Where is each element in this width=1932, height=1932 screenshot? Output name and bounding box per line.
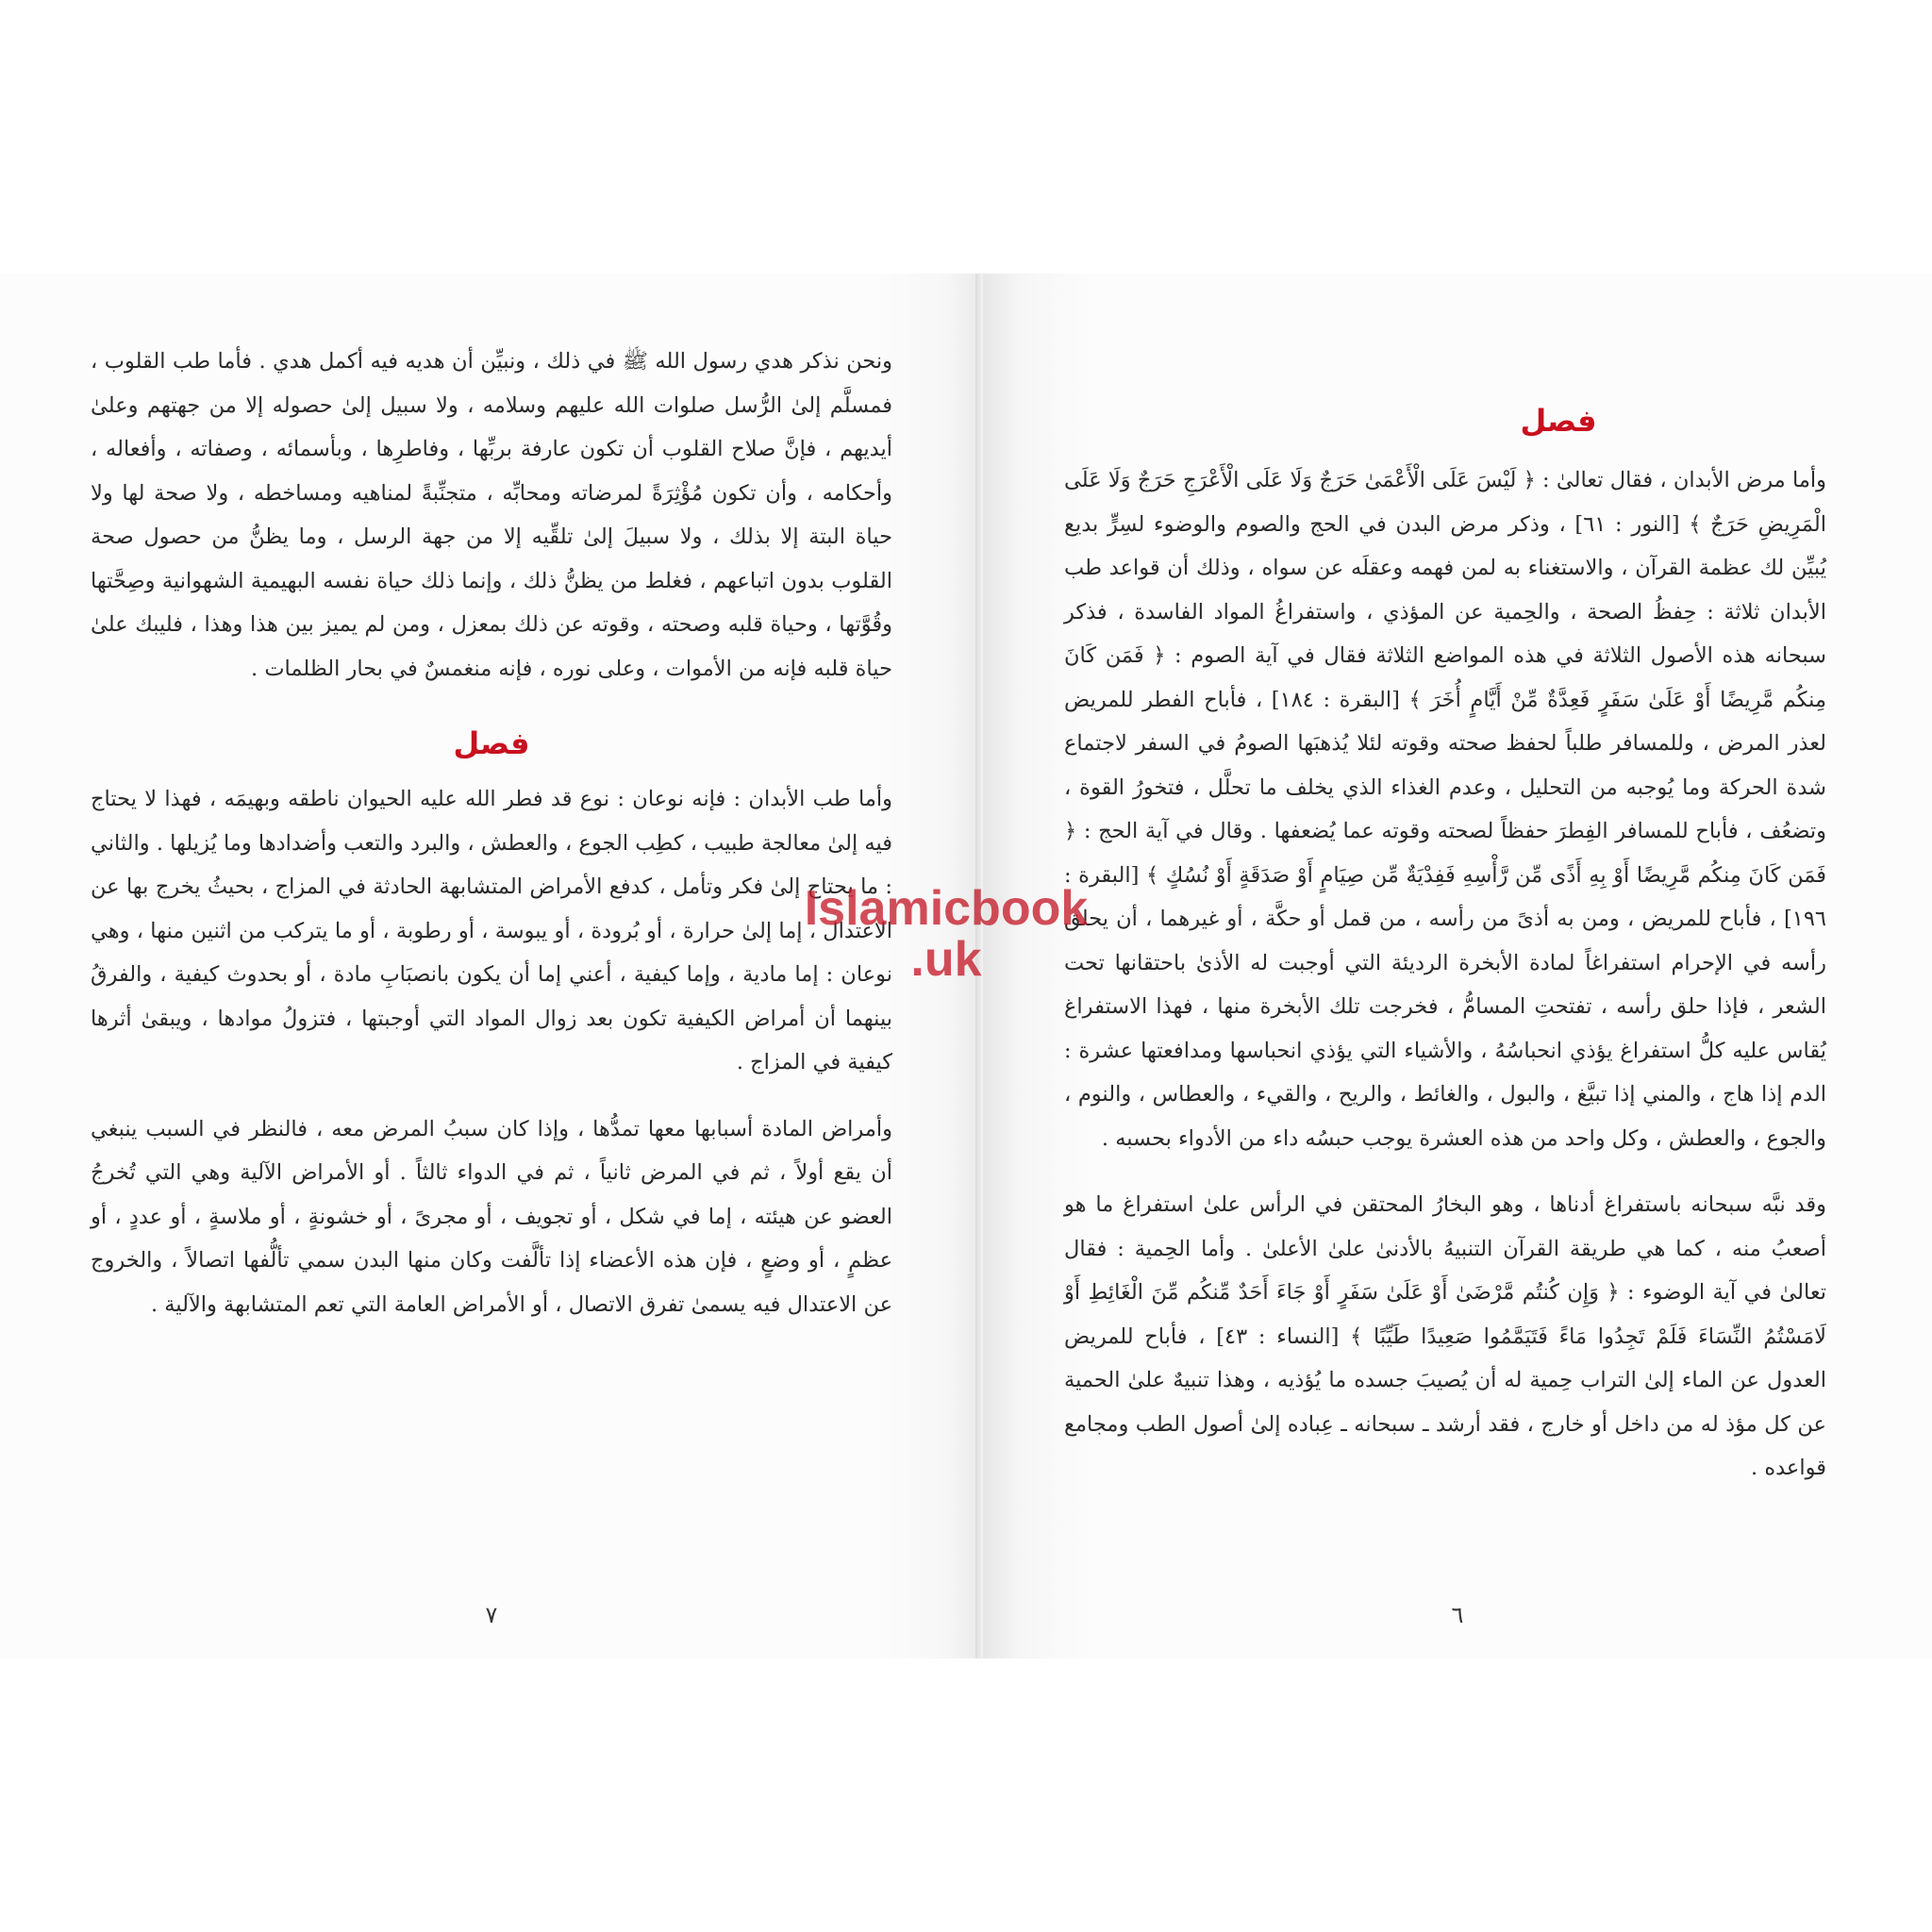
body-paragraph: وقد نبَّه سبحانه باستفراغ أدناها ، وهو البخارُ المحتقن في الرأس علىٰ استفراغ ما هو أصعبُ منه ، كما هي طريقة القرآن التنبيهُ بالأدنىٰ علىٰ الأعلىٰ . وأما الحِمية : فقال تعالىٰ في آية الوضوء : ﴿ وَإِن كُنتُم مَّرْضَىٰ أَوْ عَلَىٰ سَفَرٍ أَوْ جَاءَ أَحَدٌ مِّنكُم مِّنَ الْغَائِطِ أَوْ لَامَسْتُمُ النِّسَاءَ فَلَمْ تَجِدُوا مَاءً فَتَيَمَّمُوا صَعِيدًا طَيِّبًا ﴾ [النساء : ٤٣] ، فأباح للمريض العدول عن الماء إلىٰ التراب حِمية له أن يُصيبَ جسده ما يُؤذيه ، وهذا تنبيهٌ علىٰ الحمية عن كل مؤذ له من داخل أو خارج ، فقد أرشد ـ سبحانه ـ عِباده إلىٰ أصول الطب ومجامع قواعده .	[1064, 1192, 1827, 1480]
section-paragraph: وأمراض المادة أسبابها معها تمدُّها ، وإذا كان سببُ المرض معه ، فالنظر في السبب ينبغي أن يقع أولاً ، ثم في المرض ثانياً ، ثم في الدواء ثالثاً . أو الأمراض الآلية وهي التي تُخرجُ العضو عن هيئته ، إما في شكل ، أو تجويف ، أو مجرىً ، أو خشونةٍ ، أو ملاسةٍ ، أو عددٍ ، أو عظمٍ ، أو وضعٍ ، فإن هذه الأعضاء إذا تألَّفت وكان منها البدن سمي تألُّفها اتصالاً ، والخروج عن الاعتدال فيه يسمىٰ تفرق الاتصال ، أو الأمراض العامة التي تعم المتشابهة والآلية .	[91, 1116, 892, 1317]
left-page	[0, 274, 983, 1658]
section-paragraph: وأما طب الأبدان : فإنه نوعان : نوع قد فطر الله عليه الحيوان ناطقه وبهيمَه ، فهذا لا يحتاج فيه إلىٰ معالجة طبيب ، كطِب الجوع ، والعطش ، والبرد والتعب وأضدادها وما يُزيلها . والثاني : ما يحتاج إلىٰ فكر وتأمل ، كدفع الأمراض المتشابهة الحادثة في المزاج ، بحيثُ يخرج بها عن الاعتدال ، إما إلىٰ حرارة ، أو بُرودة ، أو يبوسة ، أو رطوبة ، أو ما يتركب من اثنين منها ، وهي نوعان : إما مادية ، وإما كيفية ، أعني إما أن يكون بانصبَابِ مادة ، أو بحدوث كيفية ، والفرقُ بينهما أن أمراض الكيفية تكون بعد زوال المواد التي أوجبتها ، فتزولُ موادها ، ويبقىٰ أثرها كيفية في المزاج .	[91, 787, 892, 1074]
watermark-line: .uk	[910, 932, 982, 987]
section-heading: فصل	[1520, 403, 1597, 439]
page-number: ٧	[485, 1602, 498, 1628]
body-paragraph: وأما مرض الأبدان ، فقال تعالىٰ : ﴿ لَيْسَ عَلَى الْأَعْمَىٰ حَرَجٌ وَلَا عَلَى الْأَعْرَجِ حَرَجٌ وَلَا عَلَى الْمَرِيضِ حَرَجٌ ﴾ [النور : ٦١] ، وذكر مرض البدن في الحج والصوم والوضوء لسِرٍّ بديع يُبيِّن لك عظمة القرآن ، والاستغناء به لمن فهمه وعقلَه عن سواه ، وذلك أن قواعد طب الأبدان ثلاثة : حِفظُ الصحة ، والحِمية عن المؤذي ، واستفراغُ المواد الفاسدة ، فذكر سبحانه هذه الأصول الثلاثة في هذه المواضع الثلاثة فقال في آية الصوم : ﴿ فَمَن كَانَ مِنكُم مَّرِيضًا أَوْ عَلَىٰ سَفَرٍ فَعِدَّةٌ مِّنْ أَيَّامٍ أُخَرَ ﴾ [البقرة : ١٨٤] ، فأباح الفطر للمريض لعذر المرض ، وللمسافر طلباً لحفظ صحته وقوته لئلا يُذهبَها الصومُ في السفر لاجتماع شدة الحركة وما يُوجبه من التحليل ، وعدم الغذاء الذي يخلف ما تحلَّل ، فتخورُ القوة ، وتضعُف ، فأباح للمسافر الفِطرَ حفظاً لصحته وقوته عما يُضعفها . وقال في آية الحج : ﴿ فَمَن كَانَ مِنكُم مَّرِيضًا أَوْ بِهِ أَذًى مِّن رَّأْسِهِ فَفِدْيَةٌ مِّن صِيَامٍ أَوْ صَدَقَةٍ أَوْ نُسُكٍ ﴾ [البقرة : ١٩٦] ، فأباح للمريض ، ومن به أذىً من رأسه ، من قمل أو حكَّة ، أو غيرهما ، أن يحلق رأسه في الإحرام استفراغاً لمادة الأبخرة الرديئة التي أوجبت له الأذىٰ باحتقانها تحت الشعر ، فإذا حلق رأسه ، تفتحتِ المسامُّ ، فخرجت تلك الأبخرة منها ، فهذا الاستفراغ يُقاس عليه كلُّ استفراغ يؤذي انحباسُهُ ، والأشياء التي يؤذي انحباسها ومدافعتها عشرة : الدم إذا هاج ، والمني إذا تبيَّغ ، والبول ، والغائط ، والريح ، والقيء ، والعطاس ، والنوم ، والجوع ، والعطش ، وكل واحد من هذه العشرة يوجب حبسُه داء من الأدواء بحسبه .	[1064, 468, 1826, 1151]
intro-paragraph: ونحن نذكر هدي رسول الله ﷺ في ذلك ، ونبيِّن أن هديه فيه أكمل هدي . فأما طب القلوب ، فمسلَّم إلىٰ الرُّسل صلوات الله عليهم وسلامه ، ولا سبيل إلىٰ حصوله إلا من جهتهم وعلىٰ أيديهم ، فإنَّ صلاح القلوب أن تكون عارفة بربِّها ، وفاطرِها ، وبأسمائه ، وصفاته ، وأفعاله ، وأحكامه ، وأن تكون مُؤْثِرَةً لمرضاته ومحابِّه ، متجنِّبةً لمناهيه ومساخطه ، ولا صحة لها ولا حياة البتة إلا بذلك ، ولا سبيلَ إلىٰ تلقِّيه إلا من جهة الرسل ، وما يظنُّ من حصول صحة القلوب بدون اتباعهم ، فغلط من يظنُّ ذلك ، وإنما ذلك حياة نفسه البهيمية الشهوانية وصِحَّتها وقُوَّتها ، وحياة قلبه وصحته ، وقوته عن ذلك بمعزل ، ومن لم يميز بين هذا وهذا ، فليبك علىٰ حياة قلبه فإنه من الأموات ، وعلى نوره ، فإنه منغمسٌ في بحار الظلمات .	[91, 349, 892, 681]
section-heading: فصل	[453, 725, 530, 761]
page-number: ٦	[1451, 1602, 1464, 1628]
watermark-line: Islamicbook	[804, 881, 1089, 936]
right-page	[983, 274, 1932, 1658]
